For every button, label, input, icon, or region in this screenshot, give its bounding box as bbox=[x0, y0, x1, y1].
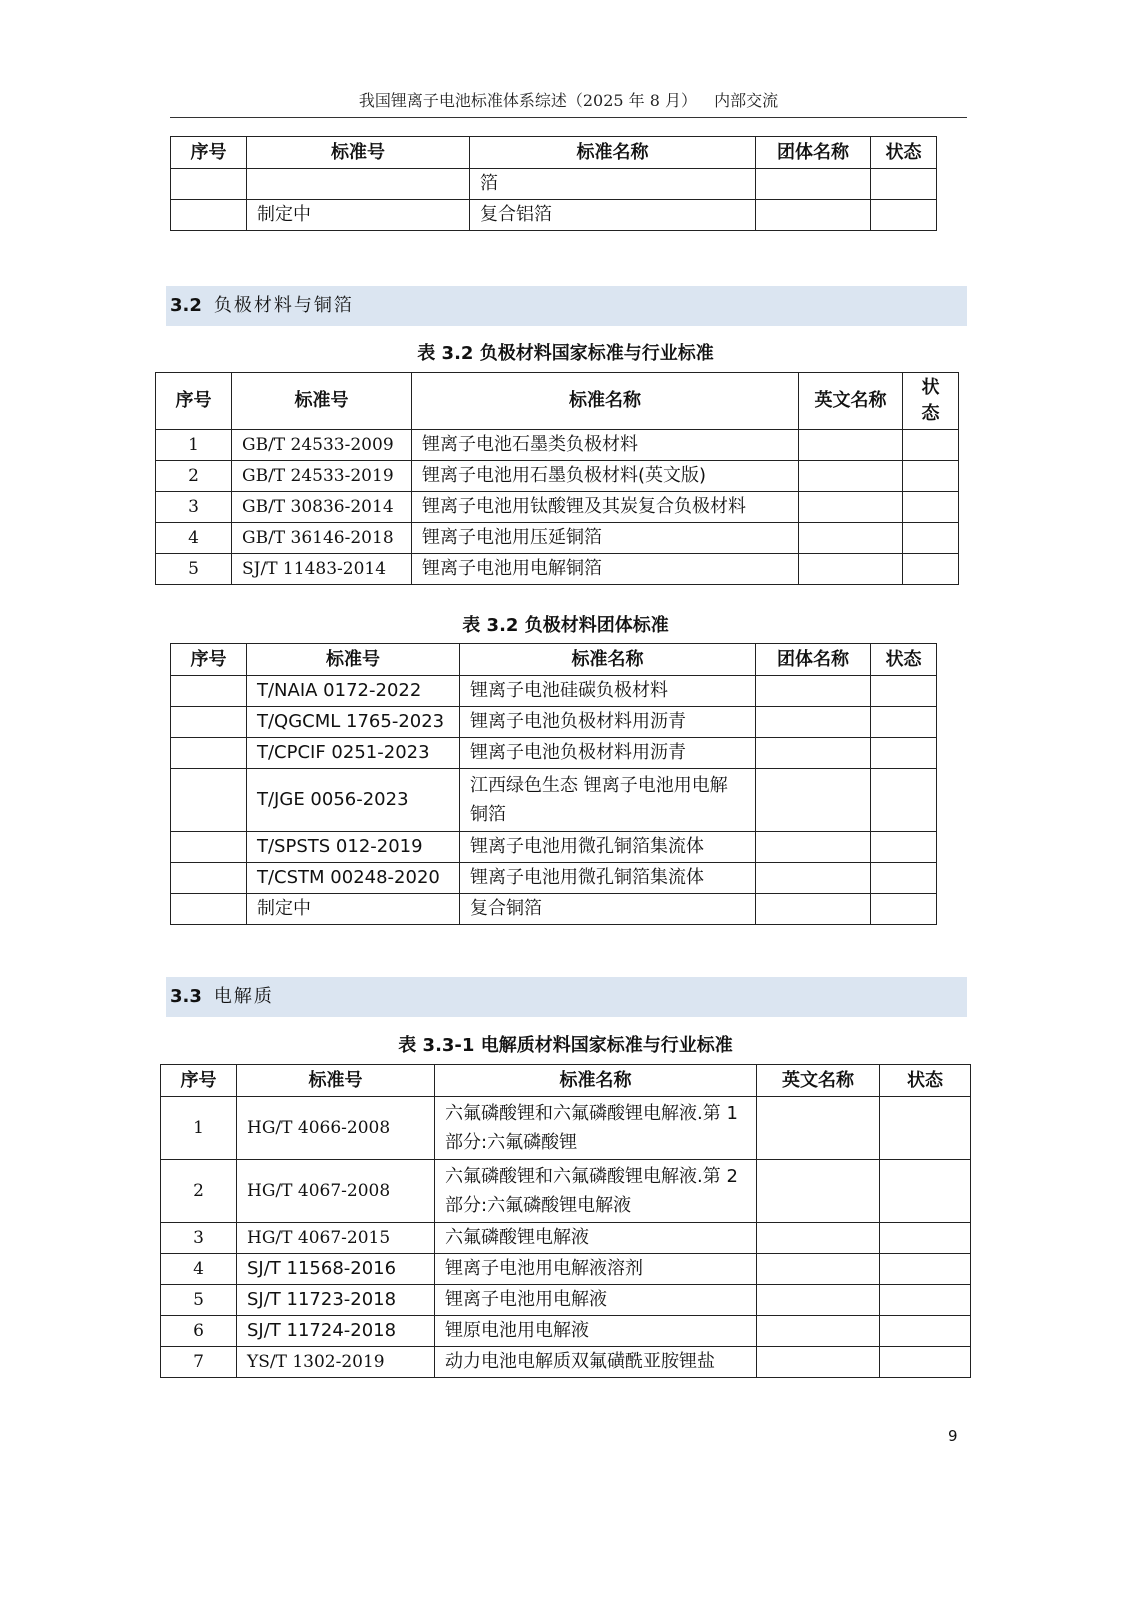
cell-standard-name: 锂离子电池硅碳负极材料 bbox=[460, 676, 756, 707]
section-title: 电解质 bbox=[213, 986, 274, 1007]
table-caption: 表 3.2 负极材料团体标准 bbox=[462, 615, 669, 636]
cell-status bbox=[871, 769, 937, 832]
cell-index: 2 bbox=[156, 461, 232, 492]
cell-standard-no: HG/T 4066-2008 bbox=[237, 1097, 435, 1160]
cell-status bbox=[871, 707, 937, 738]
cell-index bbox=[171, 894, 247, 925]
table-row bbox=[171, 738, 937, 769]
table-row bbox=[171, 894, 937, 925]
column-header: 英文名称 bbox=[757, 1065, 880, 1097]
cell-standard-name: 锂离子电池负极材料用沥青 bbox=[460, 707, 756, 738]
section-heading-3-3 bbox=[166, 977, 967, 1017]
table-header-row bbox=[171, 137, 937, 169]
cell-english-name bbox=[799, 523, 903, 554]
cell-standard-name: 锂离子电池石墨类负极材料 bbox=[412, 430, 799, 461]
cell-standard-no: SJ/T 11723-2018 bbox=[237, 1285, 435, 1316]
cell-standard-no: T/CPCIF 0251-2023 bbox=[247, 738, 460, 769]
cell-standard-name: 六氟磷酸锂电解液 bbox=[435, 1223, 757, 1254]
cell-status bbox=[871, 894, 937, 925]
cell-group-name bbox=[756, 676, 871, 707]
cell-group-name bbox=[756, 769, 871, 832]
cell-group-name bbox=[756, 707, 871, 738]
cell-standard-no: T/NAIA 0172-2022 bbox=[247, 676, 460, 707]
cell-index: 4 bbox=[161, 1254, 237, 1285]
cell-english-name bbox=[757, 1254, 880, 1285]
cell-standard-name: 锂离子电池用石墨负极材料(英文版) bbox=[412, 461, 799, 492]
cell-standard-no: YS/T 1302-2019 bbox=[237, 1347, 435, 1378]
column-header: 序号 bbox=[161, 1065, 237, 1097]
table-header-row bbox=[161, 1065, 971, 1097]
column-header: 标准名称 bbox=[470, 137, 756, 169]
cell-index: 5 bbox=[156, 554, 232, 585]
cell-standard-no bbox=[247, 169, 470, 200]
cell-status bbox=[880, 1223, 971, 1254]
header-divider bbox=[170, 117, 967, 118]
cell-status bbox=[903, 492, 959, 523]
column-header: 团体名称 bbox=[756, 137, 871, 169]
table-row bbox=[156, 523, 959, 554]
cell-group-name bbox=[756, 894, 871, 925]
cell-index: 3 bbox=[156, 492, 232, 523]
column-header: 标准号 bbox=[237, 1065, 435, 1097]
table-header-row bbox=[171, 644, 937, 676]
cell-index bbox=[171, 169, 247, 200]
continued-table bbox=[170, 136, 937, 231]
cell-standard-name: 复合铝箔 bbox=[470, 200, 756, 231]
cell-index: 7 bbox=[161, 1347, 237, 1378]
cell-index bbox=[171, 863, 247, 894]
table-row bbox=[171, 863, 937, 894]
table-row bbox=[171, 169, 937, 200]
section-title: 负极材料与铜箔 bbox=[213, 295, 354, 316]
cell-group-name bbox=[756, 863, 871, 894]
cell-index bbox=[171, 200, 247, 231]
cell-standard-no: GB/T 36146-2018 bbox=[232, 523, 412, 554]
table-row bbox=[156, 492, 959, 523]
column-header: 状态 bbox=[871, 644, 937, 676]
cell-index: 3 bbox=[161, 1223, 237, 1254]
cell-standard-no: T/SPSTS 012-2019 bbox=[247, 832, 460, 863]
table-row bbox=[161, 1316, 971, 1347]
table-caption: 表 3.2 负极材料国家标准与行业标准 bbox=[417, 343, 714, 364]
cell-group-name bbox=[756, 738, 871, 769]
table-3-2-national bbox=[155, 372, 959, 585]
cell-status bbox=[880, 1316, 971, 1347]
cell-status bbox=[871, 738, 937, 769]
cell-english-name bbox=[757, 1160, 880, 1223]
cell-standard-name: 箔 bbox=[470, 169, 756, 200]
table-row bbox=[171, 769, 937, 832]
cell-standard-no: GB/T 24533-2009 bbox=[232, 430, 412, 461]
column-header: 标准名称 bbox=[460, 644, 756, 676]
cell-english-name bbox=[799, 430, 903, 461]
cell-standard-name: 复合铜箔 bbox=[460, 894, 756, 925]
table-row bbox=[156, 461, 959, 492]
cell-standard-name: 锂离子电池用压延铜箔 bbox=[412, 523, 799, 554]
table-row bbox=[171, 200, 937, 231]
column-header: 标准号 bbox=[247, 137, 470, 169]
column-header: 标准号 bbox=[247, 644, 460, 676]
cell-standard-name: 锂离子电池用电解铜箔 bbox=[412, 554, 799, 585]
cell-index: 6 bbox=[161, 1316, 237, 1347]
table-row bbox=[161, 1254, 971, 1285]
cell-status bbox=[871, 676, 937, 707]
cell-english-name bbox=[799, 461, 903, 492]
cell-status bbox=[880, 1097, 971, 1160]
cell-status bbox=[903, 523, 959, 554]
cell-group-name bbox=[756, 169, 871, 200]
cell-index bbox=[171, 676, 247, 707]
table-row bbox=[171, 707, 937, 738]
cell-status bbox=[871, 863, 937, 894]
cell-group-name bbox=[756, 200, 871, 231]
cell-english-name bbox=[757, 1097, 880, 1160]
page-number: 9 bbox=[948, 1427, 958, 1445]
cell-group-name bbox=[756, 832, 871, 863]
cell-index bbox=[171, 769, 247, 832]
cell-standard-name: 锂离子电池用钛酸锂及其炭复合负极材料 bbox=[412, 492, 799, 523]
cell-index bbox=[171, 738, 247, 769]
cell-standard-name: 六氟磷酸锂和六氟磷酸锂电解液.第 1 部分:六氟磷酸锂 bbox=[435, 1097, 757, 1160]
column-header: 序号 bbox=[156, 373, 232, 430]
column-header: 序号 bbox=[171, 137, 247, 169]
cell-english-name bbox=[757, 1223, 880, 1254]
cell-standard-name: 六氟磷酸锂和六氟磷酸锂电解液.第 2 部分:六氟磷酸锂电解液 bbox=[435, 1160, 757, 1223]
column-header: 标准名称 bbox=[412, 373, 799, 430]
cell-status bbox=[880, 1285, 971, 1316]
cell-index: 2 bbox=[161, 1160, 237, 1223]
column-header: 英文名称 bbox=[799, 373, 903, 430]
table-caption: 表 3.3-1 电解质材料国家标准与行业标准 bbox=[398, 1035, 733, 1056]
header-title: 我国锂离子电池标准体系综述（2025 年 8 月） bbox=[358, 91, 698, 110]
cell-standard-name: 江西绿色生态 锂离子电池用电解铜箔 bbox=[460, 769, 756, 832]
table-3-3-1 bbox=[160, 1064, 971, 1378]
cell-standard-name: 锂离子电池用微孔铜箔集流体 bbox=[460, 863, 756, 894]
cell-standard-no: 制定中 bbox=[247, 894, 460, 925]
table-row bbox=[161, 1097, 971, 1160]
cell-status bbox=[903, 461, 959, 492]
cell-standard-name: 锂离子电池用电解液 bbox=[435, 1285, 757, 1316]
cell-index bbox=[171, 707, 247, 738]
cell-standard-no: T/CSTM 00248-2020 bbox=[247, 863, 460, 894]
section-number: 3.3 bbox=[170, 986, 202, 1007]
running-header bbox=[170, 88, 967, 111]
cell-standard-name: 锂离子电池负极材料用沥青 bbox=[460, 738, 756, 769]
cell-standard-no: SJ/T 11568-2016 bbox=[237, 1254, 435, 1285]
cell-english-name bbox=[757, 1285, 880, 1316]
column-header: 标准名称 bbox=[435, 1065, 757, 1097]
cell-english-name bbox=[757, 1347, 880, 1378]
cell-standard-name: 锂原电池用电解液 bbox=[435, 1316, 757, 1347]
cell-status bbox=[880, 1254, 971, 1285]
cell-standard-no: GB/T 24533-2019 bbox=[232, 461, 412, 492]
cell-standard-no: HG/T 4067-2015 bbox=[237, 1223, 435, 1254]
column-header: 序号 bbox=[171, 644, 247, 676]
column-header: 状态 bbox=[871, 137, 937, 169]
column-header: 标准号 bbox=[232, 373, 412, 430]
cell-status bbox=[880, 1160, 971, 1223]
cell-standard-no: HG/T 4067-2008 bbox=[237, 1160, 435, 1223]
header-tag: 内部交流 bbox=[714, 91, 779, 110]
column-header: 团体名称 bbox=[756, 644, 871, 676]
cell-english-name bbox=[799, 492, 903, 523]
cell-status bbox=[871, 169, 937, 200]
cell-standard-no: 制定中 bbox=[247, 200, 470, 231]
cell-status bbox=[903, 554, 959, 585]
table-row bbox=[171, 676, 937, 707]
cell-standard-no: T/JGE 0056-2023 bbox=[247, 769, 460, 832]
cell-index bbox=[171, 832, 247, 863]
section-heading-3-2 bbox=[166, 286, 967, 326]
table-header-row bbox=[156, 373, 959, 430]
cell-standard-no: GB/T 30836-2014 bbox=[232, 492, 412, 523]
cell-status bbox=[903, 430, 959, 461]
table-row bbox=[161, 1347, 971, 1378]
table-row bbox=[161, 1160, 971, 1223]
cell-status bbox=[871, 200, 937, 231]
table-3-2-group bbox=[170, 643, 937, 925]
cell-index: 1 bbox=[156, 430, 232, 461]
column-header: 状态 bbox=[880, 1065, 971, 1097]
cell-index: 1 bbox=[161, 1097, 237, 1160]
table-row bbox=[171, 832, 937, 863]
cell-english-name bbox=[757, 1316, 880, 1347]
table-row bbox=[161, 1223, 971, 1254]
cell-standard-no: SJ/T 11483-2014 bbox=[232, 554, 412, 585]
table-row bbox=[156, 430, 959, 461]
cell-index: 5 bbox=[161, 1285, 237, 1316]
cell-status bbox=[880, 1347, 971, 1378]
cell-english-name bbox=[799, 554, 903, 585]
column-header: 状态 bbox=[903, 373, 959, 430]
cell-index: 4 bbox=[156, 523, 232, 554]
cell-standard-name: 锂离子电池用电解液溶剂 bbox=[435, 1254, 757, 1285]
cell-standard-name: 锂离子电池用微孔铜箔集流体 bbox=[460, 832, 756, 863]
cell-standard-no: T/QGCML 1765-2023 bbox=[247, 707, 460, 738]
cell-status bbox=[871, 832, 937, 863]
cell-standard-no: SJ/T 11724-2018 bbox=[237, 1316, 435, 1347]
table-row bbox=[156, 554, 959, 585]
cell-standard-name: 动力电池电解质双氟磺酰亚胺锂盐 bbox=[435, 1347, 757, 1378]
table-row bbox=[161, 1285, 971, 1316]
section-number: 3.2 bbox=[170, 295, 202, 316]
